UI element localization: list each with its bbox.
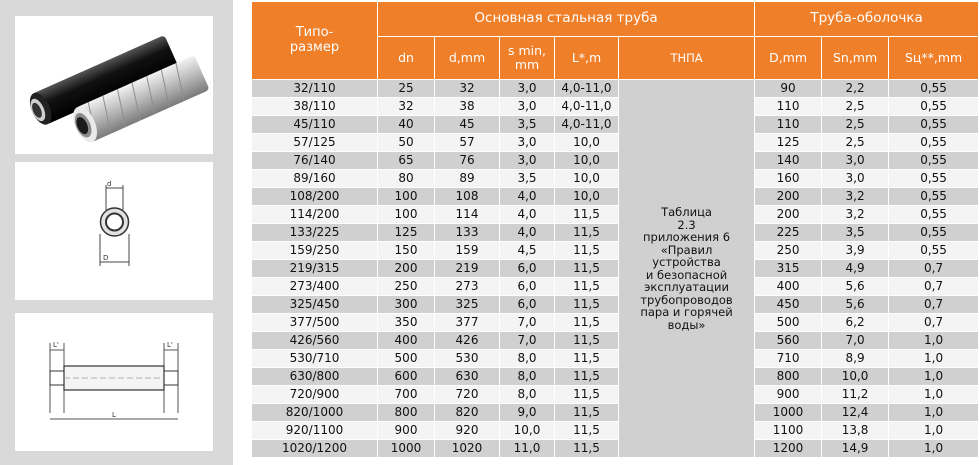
cell-dn: 50 xyxy=(378,134,435,152)
cell-length: 11,5 xyxy=(555,296,619,314)
cell-s-min: 6,0 xyxy=(500,278,555,296)
cell-s-min: 6,0 xyxy=(500,296,555,314)
cell-s-min: 7,0 xyxy=(500,332,555,350)
cell-d: 377 xyxy=(435,314,500,332)
col-length: L*,m xyxy=(555,37,619,80)
cell-d: 426 xyxy=(435,332,500,350)
cell-dn: 80 xyxy=(378,170,435,188)
col-shell-sn: Sn,mm xyxy=(822,37,889,80)
cell-shell-sc: 0,7 xyxy=(889,296,979,314)
cell-length: 11,5 xyxy=(555,350,619,368)
table-row xyxy=(252,440,979,458)
cell-shell-sc: 0,7 xyxy=(889,314,979,332)
cell-s-min: 8,0 xyxy=(500,350,555,368)
cell-dn: 100 xyxy=(378,206,435,224)
side-view-drawing xyxy=(15,313,213,451)
cell-s-min: 8,0 xyxy=(500,386,555,404)
cell-size: 530/710 xyxy=(252,350,378,368)
cell-length: 11,5 xyxy=(555,368,619,386)
cell-s-min: 4,5 xyxy=(500,242,555,260)
cell-shell-d: 560 xyxy=(755,332,822,350)
table-row xyxy=(252,314,979,332)
cell-shell-d: 1000 xyxy=(755,404,822,422)
table-row xyxy=(252,404,979,422)
cell-shell-d: 500 xyxy=(755,314,822,332)
cell-s-min: 3,0 xyxy=(500,152,555,170)
cell-d: 820 xyxy=(435,404,500,422)
cell-length: 10,0 xyxy=(555,188,619,206)
cell-dn: 125 xyxy=(378,224,435,242)
cell-length: 11,5 xyxy=(555,206,619,224)
cell-shell-sn: 2,5 xyxy=(822,134,889,152)
cell-dn: 600 xyxy=(378,368,435,386)
cell-dn: 32 xyxy=(378,98,435,116)
cell-length: 11,5 xyxy=(555,440,619,458)
cell-shell-sn: 2,2 xyxy=(822,80,889,98)
cell-dn: 40 xyxy=(378,116,435,134)
cell-s-min: 4,0 xyxy=(500,206,555,224)
cell-shell-sc: 1,0 xyxy=(889,332,979,350)
pipe-photo xyxy=(15,16,213,154)
cell-shell-sc: 1,0 xyxy=(889,368,979,386)
cell-dn: 900 xyxy=(378,422,435,440)
cell-d: 159 xyxy=(435,242,500,260)
cell-size: 32/110 xyxy=(252,80,378,98)
cell-shell-sn: 3,0 xyxy=(822,170,889,188)
cell-shell-sn: 3,2 xyxy=(822,188,889,206)
col-shell-d: D,mm xyxy=(755,37,822,80)
cell-dn: 700 xyxy=(378,386,435,404)
cell-d: 920 xyxy=(435,422,500,440)
cell-shell-d: 1200 xyxy=(755,440,822,458)
cell-size: 159/250 xyxy=(252,242,378,260)
cell-shell-d: 110 xyxy=(755,116,822,134)
col-s-min: s min, mm xyxy=(500,37,555,80)
cell-shell-sc: 0,7 xyxy=(889,278,979,296)
cell-size: 38/110 xyxy=(252,98,378,116)
cell-length: 4,0-11,0 xyxy=(555,116,619,134)
cell-length: 10,0 xyxy=(555,134,619,152)
cell-d: 325 xyxy=(435,296,500,314)
cell-shell-sn: 10,0 xyxy=(822,368,889,386)
cell-shell-d: 1100 xyxy=(755,422,822,440)
cell-size: 820/1000 xyxy=(252,404,378,422)
cell-dn: 25 xyxy=(378,80,435,98)
cell-shell-sc: 0,55 xyxy=(889,206,979,224)
cell-d: 1020 xyxy=(435,440,500,458)
cell-size: 720/900 xyxy=(252,386,378,404)
cell-size: 920/1100 xyxy=(252,422,378,440)
table-row xyxy=(252,224,979,242)
cell-dn: 300 xyxy=(378,296,435,314)
table-row xyxy=(252,260,979,278)
cell-d: 38 xyxy=(435,98,500,116)
outer-diameter-label: D xyxy=(103,254,109,262)
cell-d: 76 xyxy=(435,152,500,170)
table-row xyxy=(252,116,979,134)
cell-shell-d: 90 xyxy=(755,80,822,98)
group-shell: Труба-оболочка xyxy=(755,2,979,37)
cell-size: 108/200 xyxy=(252,188,378,206)
cell-shell-sc: 0,55 xyxy=(889,134,979,152)
cell-shell-sc: 1,0 xyxy=(889,350,979,368)
cell-size: 377/500 xyxy=(252,314,378,332)
cell-d: 720 xyxy=(435,386,500,404)
cell-dn: 1000 xyxy=(378,440,435,458)
cell-length: 11,5 xyxy=(555,314,619,332)
cell-length: 11,5 xyxy=(555,332,619,350)
cell-s-min: 3,0 xyxy=(500,80,555,98)
cell-size: 133/225 xyxy=(252,224,378,242)
cell-dn: 500 xyxy=(378,350,435,368)
col-d: d,mm xyxy=(435,37,500,80)
table-row xyxy=(252,170,979,188)
cell-shell-sn: 8,9 xyxy=(822,350,889,368)
table-row xyxy=(252,386,979,404)
table-row xyxy=(252,206,979,224)
cell-shell-sc: 0,55 xyxy=(889,242,979,260)
spec-table xyxy=(251,1,979,458)
right-end-label: L' xyxy=(167,341,173,349)
cell-s-min: 7,0 xyxy=(500,314,555,332)
cell-dn: 150 xyxy=(378,242,435,260)
cell-d: 32 xyxy=(435,80,500,98)
cell-shell-d: 450 xyxy=(755,296,822,314)
cell-d: 57 xyxy=(435,134,500,152)
cell-length: 10,0 xyxy=(555,152,619,170)
length-label: L xyxy=(112,411,116,419)
table-row xyxy=(252,278,979,296)
cell-shell-d: 110 xyxy=(755,98,822,116)
cell-shell-sn: 3,9 xyxy=(822,242,889,260)
left-end-label: L' xyxy=(53,341,59,349)
cell-shell-sc: 0,55 xyxy=(889,80,979,98)
cell-shell-d: 140 xyxy=(755,152,822,170)
table-row xyxy=(252,80,979,98)
cell-shell-sn: 12,4 xyxy=(822,404,889,422)
cell-shell-d: 160 xyxy=(755,170,822,188)
table-row xyxy=(252,350,979,368)
cell-shell-sn: 7,0 xyxy=(822,332,889,350)
cell-shell-sn: 2,5 xyxy=(822,116,889,134)
cell-s-min: 8,0 xyxy=(500,368,555,386)
cell-shell-d: 315 xyxy=(755,260,822,278)
cell-size: 219/315 xyxy=(252,260,378,278)
cell-shell-d: 200 xyxy=(755,188,822,206)
cell-size: 630/800 xyxy=(252,368,378,386)
cell-d: 89 xyxy=(435,170,500,188)
cell-length: 11,5 xyxy=(555,278,619,296)
cell-shell-d: 710 xyxy=(755,350,822,368)
cell-s-min: 3,0 xyxy=(500,134,555,152)
cell-d: 45 xyxy=(435,116,500,134)
image-panel xyxy=(0,0,233,465)
col-shell-sc: Sц**,mm xyxy=(889,37,979,80)
cell-shell-sn: 13,8 xyxy=(822,422,889,440)
cell-shell-sc: 0,55 xyxy=(889,224,979,242)
cross-section-drawing xyxy=(15,162,213,300)
cell-shell-sn: 3,0 xyxy=(822,152,889,170)
cell-shell-sn: 2,5 xyxy=(822,98,889,116)
cell-shell-d: 225 xyxy=(755,224,822,242)
cell-shell-d: 800 xyxy=(755,368,822,386)
table-row xyxy=(252,368,979,386)
cell-size: 57/125 xyxy=(252,134,378,152)
cell-size: 45/110 xyxy=(252,116,378,134)
cell-d: 273 xyxy=(435,278,500,296)
cell-s-min: 6,0 xyxy=(500,260,555,278)
group-steel: Основная стальная труба xyxy=(378,2,755,37)
cell-shell-sc: 1,0 xyxy=(889,404,979,422)
cell-size: 325/450 xyxy=(252,296,378,314)
cell-length: 4,0-11,0 xyxy=(555,80,619,98)
cell-size: 114/200 xyxy=(252,206,378,224)
cell-dn: 100 xyxy=(378,188,435,206)
cell-length: 11,5 xyxy=(555,242,619,260)
cell-length: 11,5 xyxy=(555,386,619,404)
cell-shell-d: 250 xyxy=(755,242,822,260)
cell-d: 219 xyxy=(435,260,500,278)
side-view-image xyxy=(15,313,213,451)
table-row xyxy=(252,188,979,206)
cell-s-min: 10,0 xyxy=(500,422,555,440)
col-size: Типо- размер xyxy=(252,2,378,80)
cell-shell-sc: 0,7 xyxy=(889,260,979,278)
cell-shell-sn: 4,9 xyxy=(822,260,889,278)
cell-shell-d: 125 xyxy=(755,134,822,152)
cell-length: 11,5 xyxy=(555,404,619,422)
cell-shell-sn: 3,5 xyxy=(822,224,889,242)
cell-length: 11,5 xyxy=(555,260,619,278)
cell-shell-sc: 1,0 xyxy=(889,422,979,440)
cell-s-min: 11,0 xyxy=(500,440,555,458)
cell-tnpa: Таблица 2.3 приложения 6 «Правил устройства и безопасной эксплуатации трубопроводов пара и горячей воды» xyxy=(619,80,755,458)
cell-d: 108 xyxy=(435,188,500,206)
table-row xyxy=(252,296,979,314)
cell-shell-d: 900 xyxy=(755,386,822,404)
table-row xyxy=(252,152,979,170)
cell-length: 11,5 xyxy=(555,224,619,242)
cell-d: 133 xyxy=(435,224,500,242)
cell-s-min: 3,0 xyxy=(500,98,555,116)
cell-s-min: 3,5 xyxy=(500,170,555,188)
cell-length: 11,5 xyxy=(555,422,619,440)
cell-size: 426/560 xyxy=(252,332,378,350)
cell-s-min: 4,0 xyxy=(500,224,555,242)
col-dn: dn xyxy=(378,37,435,80)
table-row xyxy=(252,134,979,152)
cell-shell-sn: 3,2 xyxy=(822,206,889,224)
cell-s-min: 4,0 xyxy=(500,188,555,206)
cell-d: 114 xyxy=(435,206,500,224)
table-row xyxy=(252,422,979,440)
cell-shell-d: 200 xyxy=(755,206,822,224)
cell-shell-sc: 1,0 xyxy=(889,386,979,404)
cell-shell-sn: 11,2 xyxy=(822,386,889,404)
pipes-image xyxy=(15,16,213,154)
cell-d: 530 xyxy=(435,350,500,368)
cell-shell-sc: 0,55 xyxy=(889,170,979,188)
table-row xyxy=(252,98,979,116)
cell-shell-d: 400 xyxy=(755,278,822,296)
cell-shell-sn: 6,2 xyxy=(822,314,889,332)
cell-shell-sc: 1,0 xyxy=(889,440,979,458)
cell-dn: 250 xyxy=(378,278,435,296)
cell-shell-sc: 0,55 xyxy=(889,188,979,206)
cell-dn: 200 xyxy=(378,260,435,278)
cell-shell-sc: 0,55 xyxy=(889,152,979,170)
cell-shell-sc: 0,55 xyxy=(889,116,979,134)
cell-dn: 800 xyxy=(378,404,435,422)
cell-size: 76/140 xyxy=(252,152,378,170)
inner-diameter-label: d xyxy=(107,180,112,188)
table-row xyxy=(252,242,979,260)
cell-size: 1020/1200 xyxy=(252,440,378,458)
cell-s-min: 9,0 xyxy=(500,404,555,422)
cell-shell-sn: 14,9 xyxy=(822,440,889,458)
cell-length: 4,0-11,0 xyxy=(555,98,619,116)
cross-section-image xyxy=(15,162,213,300)
cell-s-min: 3,5 xyxy=(500,116,555,134)
cell-shell-sc: 0,55 xyxy=(889,98,979,116)
cell-dn: 65 xyxy=(378,152,435,170)
cell-d: 630 xyxy=(435,368,500,386)
cell-shell-sn: 5,6 xyxy=(822,278,889,296)
cell-dn: 350 xyxy=(378,314,435,332)
cell-size: 273/400 xyxy=(252,278,378,296)
cell-size: 89/160 xyxy=(252,170,378,188)
col-tnpa: ТНПА xyxy=(619,37,755,80)
cell-dn: 400 xyxy=(378,332,435,350)
cell-length: 10,0 xyxy=(555,170,619,188)
table-row xyxy=(252,332,979,350)
cell-shell-sn: 5,6 xyxy=(822,296,889,314)
